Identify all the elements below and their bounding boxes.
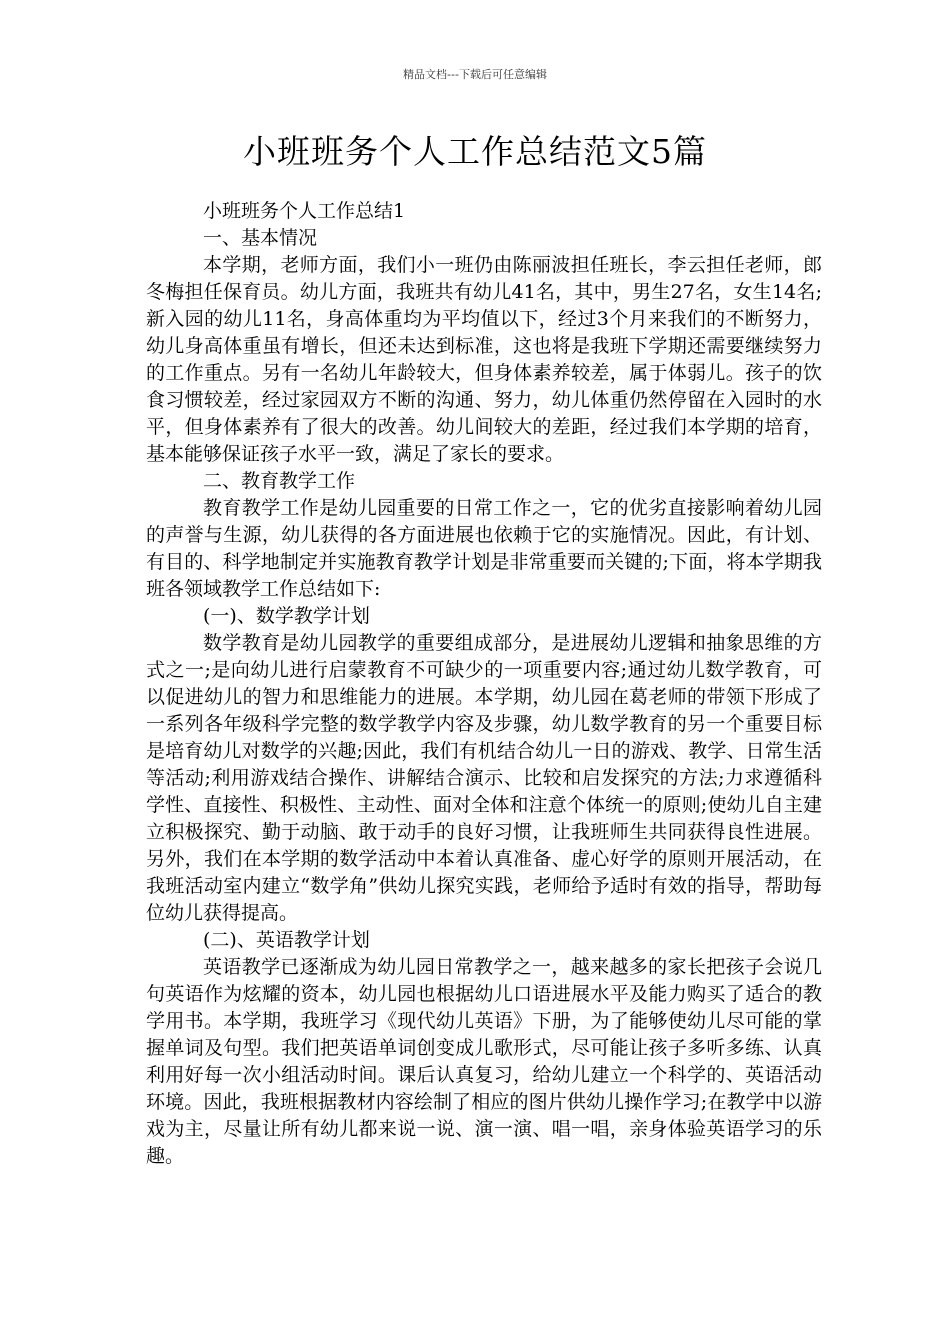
section-heading: (二)、英语教学计划	[203, 929, 370, 951]
body-paragraph: 英语教学已逐渐成为幼儿园日常教学之一，越来越多的家长把孩子会说几句英语作为炫耀的资本，幼儿园也根据幼儿口语进展水平及能力购买了适合的教学用书。本学期，我班学习《现代幼儿英语》下册，为了能够使幼儿尽可能的掌握单词及句型。我们把英语单词创变成儿歌形式，尽可能让孩子多听多练、认真利用好每一次小组活动时间。课后认真复习，给幼儿建立一个科学的、英语活动环境。因此，我班根据教材内容绘制了相应的图片供幼儿操作学习;在教学中以游戏为主，尽量让所有幼儿都来说一说、演一演、唱一唱，亲身体验英语学习的乐趣。	[146, 956, 822, 1167]
document-title: 小班班务个人工作总结范文5篇	[243, 132, 707, 171]
header-note: 精品文档---下载后可任意编辑	[403, 68, 547, 81]
body-paragraph: 数学教育是幼儿园教学的重要组成部分，是进展幼儿逻辑和抽象思维的方式之一;是向幼儿进行启蒙教育不可缺少的一项重要内容;通过幼儿数学教育，可以促进幼儿的智力和思维能力的进展。本学期，幼儿园在葛老师的带领下形成了一系列各年级科学完整的数学教学内容及步骤，幼儿数学教育的另一个重要目标是培育幼儿对数学的兴趣;因此，我们有机结合幼儿一日的游戏、教学、日常生活等活动;利用游戏结合操作、讲解结合演示、比较和启发探究的方法;力求遵循科学性、直接性、积极性、主动性、面对全体和注意个体统一的原则;使幼儿自主建立积极探究、勤于动脑、敢于动手的良好习惯，让我班师生共同获得良性进展。另外，我们在本学期的数学活动中本着认真准备、虚心好学的原则开展活动，在我班活动室内建立“数学角”供幼儿探究实践，老师给予适时有效的指导，帮助每位幼儿获得提高。	[146, 632, 822, 924]
section-heading: 一、基本情况	[203, 227, 318, 249]
body-paragraph: 教育教学工作是幼儿园重要的日常工作之一，它的优劣直接影响着幼儿园的声誉与生源，幼儿获得的各方面进展也依赖于它的实施情况。因此，有计划、有目的、科学地制定并实施教育教学计划是非常重要而关键的;下面，将本学期我班各领域教学工作总结如下:	[146, 497, 822, 600]
body-paragraph: 本学期，老师方面，我们小一班仍由陈丽波担任班长，李云担任老师，郎冬梅担任保育员。幼儿方面，我班共有幼儿41名，其中，男生27名，女生14名;新入园的幼儿11名，身高体重均为平均值以下，经过3个月来我们的不断努力，幼儿身高体重虽有增长，但还未达到标准，这也将是我班下学期还需要继续努力的工作重点。另有一名幼儿年龄较大，但身体素养较差，属于体弱儿。孩子的饮食习惯较差，经过家园双方不断的沟通、努力，幼儿体重仍然停留在入园时的水平，但身体素养有了很大的改善。幼儿间较大的差距，经过我们本学期的培育，基本能够保证孩子水平一致，满足了家长的要求。	[146, 254, 822, 465]
section-heading: (一)、数学教学计划	[203, 605, 370, 627]
section-heading: 二、教育教学工作	[203, 470, 356, 492]
document-body	[146, 198, 822, 1170]
section-heading: 小班班务个人工作总结1	[203, 200, 406, 222]
